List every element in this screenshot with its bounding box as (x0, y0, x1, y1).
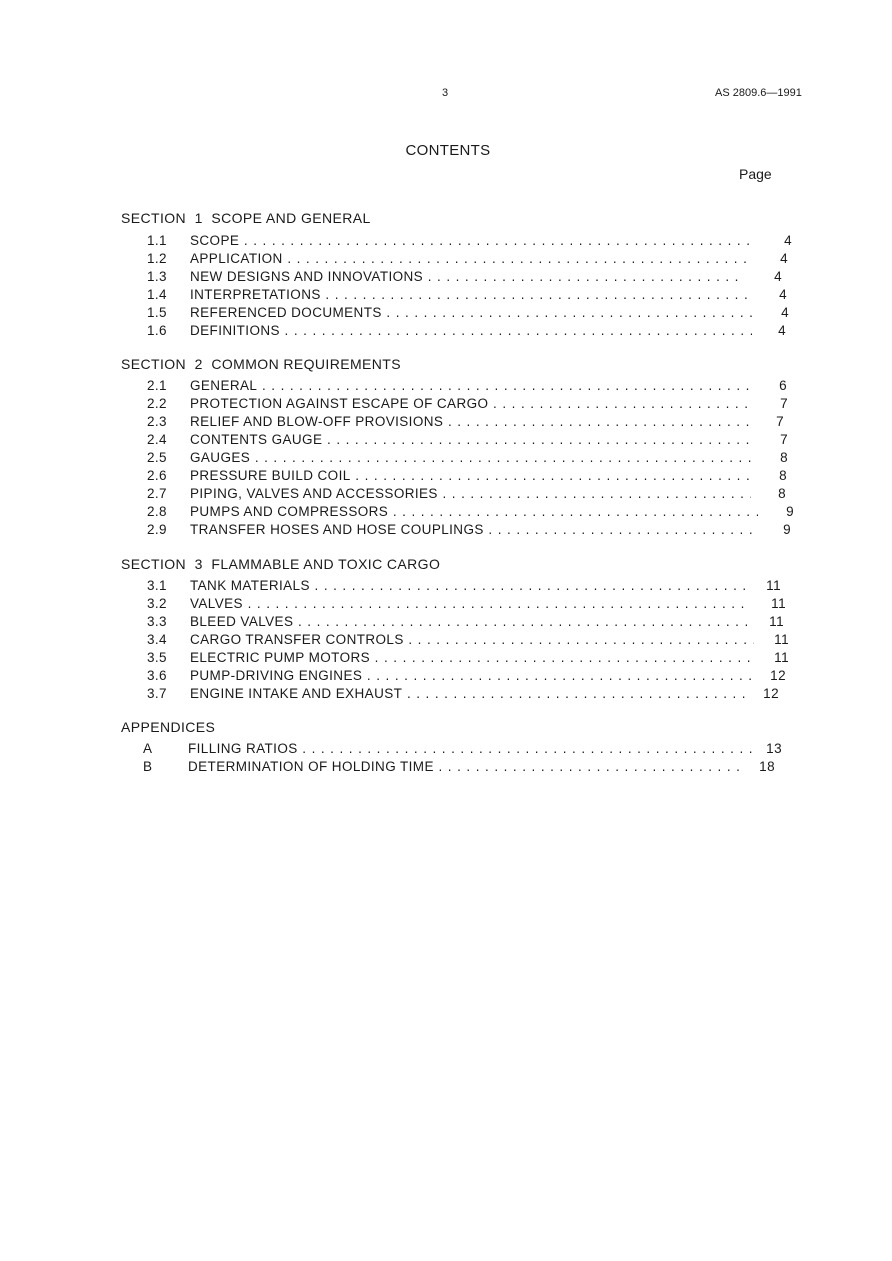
entry-page: 4 (784, 233, 792, 248)
entry-page: 12 (770, 668, 786, 683)
section-heading: SECTION 1 SCOPE AND GENERAL (121, 210, 371, 226)
entry-number: 2.5 (147, 450, 167, 465)
toc-entry[interactable] (0, 450, 892, 468)
toc-entry[interactable] (0, 614, 892, 632)
entry-title: REFERENCED DOCUMENTS . . . (190, 305, 754, 320)
entry-title: DEFINITIONS . . . (190, 323, 752, 338)
entry-page: 9 (783, 522, 791, 537)
entry-title: PUMP-DRIVING ENGINES . . . (190, 668, 751, 683)
entry-number: 1.2 (147, 251, 167, 266)
entry-title: TRANSFER HOSES AND HOSE COUPLINGS . . . (190, 522, 755, 537)
entry-number: 3.5 (147, 650, 167, 665)
toc-entry[interactable] (0, 269, 892, 287)
entry-title: PUMPS AND COMPRESSORS . . . (190, 504, 758, 519)
toc-entry[interactable] (0, 596, 892, 614)
document-id: AS 2809.6—1991 (715, 87, 802, 99)
entry-number: B (143, 759, 153, 774)
entry-page: 8 (779, 468, 787, 483)
toc-entry[interactable] (0, 486, 892, 504)
section-heading: SECTION 3 FLAMMABLE AND TOXIC CARGO (121, 556, 441, 572)
entry-page: 8 (780, 450, 788, 465)
entry-page: 7 (780, 396, 788, 411)
toc-entry[interactable] (0, 578, 892, 596)
section-heading: SECTION 2 COMMON REQUIREMENTS (121, 356, 401, 372)
entry-title: BLEED VALVES . . . (190, 614, 748, 629)
entry-number: 1.5 (147, 305, 167, 320)
entry-number: 2.3 (147, 414, 167, 429)
page-number: 3 (442, 87, 449, 99)
entry-number: 2.7 (147, 486, 167, 501)
entry-number: 1.4 (147, 287, 167, 302)
entry-page: 4 (781, 305, 789, 320)
entry-title: RELIEF AND BLOW-OFF PROVISIONS . . . (190, 414, 749, 429)
toc-entry[interactable] (0, 251, 892, 269)
entry-number: 1.3 (147, 269, 167, 284)
entry-page: 11 (766, 578, 781, 593)
entry-page: 6 (779, 378, 787, 393)
entry-number: 2.6 (147, 468, 167, 483)
entry-number: A (143, 741, 153, 756)
toc-entry[interactable] (0, 414, 892, 432)
toc-entry[interactable] (0, 632, 892, 650)
toc-entry[interactable] (0, 741, 892, 759)
entry-title: VALVES . . . (190, 596, 750, 611)
toc-entry[interactable] (0, 432, 892, 450)
entry-page: 9 (786, 504, 794, 519)
entry-page: 4 (779, 287, 787, 302)
entry-title: PRESSURE BUILD COIL . . . (190, 468, 752, 483)
entry-page: 4 (774, 269, 782, 284)
entry-title: APPLICATION . . . (190, 251, 752, 266)
entry-number: 2.4 (147, 432, 167, 447)
entry-page: 11 (774, 632, 789, 647)
entry-page: 11 (774, 650, 789, 665)
entry-number: 2.8 (147, 504, 167, 519)
entry-number: 3.2 (147, 596, 167, 611)
entry-number: 3.1 (147, 578, 167, 593)
entry-page: 11 (769, 614, 784, 629)
entry-number: 2.1 (147, 378, 167, 393)
entry-page: 8 (778, 486, 786, 501)
entry-page: 7 (776, 414, 784, 429)
entry-title: SCOPE . . . (190, 233, 755, 248)
entry-title: ENGINE INTAKE AND EXHAUST . . . (190, 686, 745, 701)
entry-number: 1.6 (147, 323, 167, 338)
toc-entry[interactable] (0, 686, 892, 704)
entry-page: 4 (778, 323, 786, 338)
entry-page: 4 (780, 251, 788, 266)
toc-entry[interactable] (0, 233, 892, 251)
entry-title: PIPING, VALVES AND ACCESSORIES . . . (190, 486, 751, 501)
entry-title: INTERPRETATIONS . . . (190, 287, 752, 302)
entry-number: 3.6 (147, 668, 167, 683)
entry-page: 13 (766, 741, 782, 756)
page-column-label: Page (739, 166, 772, 182)
toc-entry[interactable] (0, 650, 892, 668)
entry-page: 11 (771, 596, 786, 611)
entry-number: 1.1 (147, 233, 167, 248)
entry-title: GAUGES . . . (190, 450, 753, 465)
entry-number: 2.9 (147, 522, 167, 537)
entry-number: 3.3 (147, 614, 167, 629)
entry-page: 12 (763, 686, 779, 701)
toc-entry[interactable] (0, 378, 892, 396)
entry-number: 3.4 (147, 632, 167, 647)
toc-entry[interactable] (0, 323, 892, 341)
entry-page: 7 (780, 432, 788, 447)
section-heading: APPENDICES (121, 719, 216, 735)
toc-entry[interactable] (0, 287, 892, 305)
toc-entry[interactable] (0, 504, 892, 522)
toc-entry[interactable] (0, 522, 892, 540)
toc-entry[interactable] (0, 468, 892, 486)
entry-title: CARGO TRANSFER CONTROLS . . . (190, 632, 754, 647)
entry-title: ELECTRIC PUMP MOTORS . . . (190, 650, 754, 665)
toc-entry[interactable] (0, 759, 892, 777)
entry-title: TANK MATERIALS . . . (190, 578, 746, 593)
contents-title: CONTENTS (405, 142, 491, 159)
entry-number: 2.2 (147, 396, 167, 411)
entry-title: CONTENTS GAUGE . . . (190, 432, 752, 447)
entry-title: NEW DESIGNS AND INNOVATIONS . . . (190, 269, 745, 284)
entry-title: DETERMINATION OF HOLDING TIME . . . (188, 759, 741, 774)
toc-entry[interactable] (0, 396, 892, 414)
entry-title: PROTECTION AGAINST ESCAPE OF CARGO . . . (190, 396, 753, 411)
entry-number: 3.7 (147, 686, 167, 701)
entry-title: FILLING RATIOS . . . (188, 741, 754, 756)
entry-page: 18 (759, 759, 775, 774)
toc-entry[interactable] (0, 305, 892, 323)
toc-entry[interactable] (0, 668, 892, 686)
entry-title: GENERAL . . . (190, 378, 752, 393)
